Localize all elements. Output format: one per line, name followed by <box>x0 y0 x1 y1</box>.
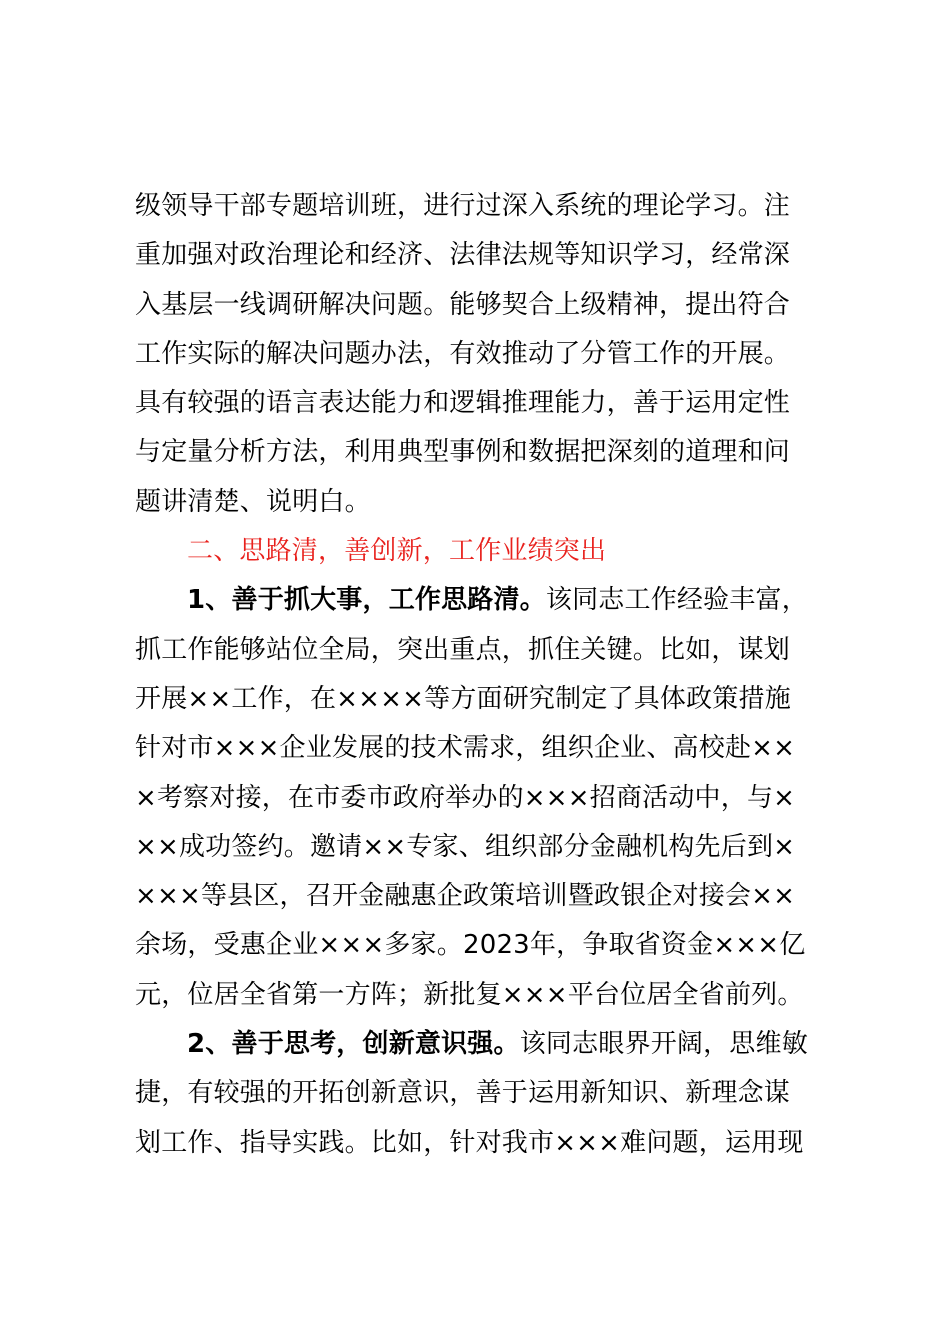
body-text <box>135 182 845 1168</box>
text-line <box>135 576 845 625</box>
text-line: 划工作、指导实践。比如，针对我市×××难问题，运用现 <box>135 1127 804 1158</box>
text-line: 针对市×××企业发展的技术需求，组织企业、高校赴×× <box>135 733 796 764</box>
text-line: ×××等县区，召开金融惠企政策培训暨政银企对接会×× <box>135 881 796 912</box>
text-line-rest: 该同志眼界开阔，思维敏 <box>519 1029 808 1060</box>
text-line: 元，位居全省第一方阵；新批复×××平台位居全省前列。 <box>135 979 804 1010</box>
text-line: 抓工作能够站位全局，突出重点，抓住关键。比如，谋划 <box>135 634 791 665</box>
text-line: 入基层一线调研解决问题。能够契合上级精神，提出符合 <box>135 289 791 320</box>
text-line-rest: 该同志工作经验丰富， <box>545 585 808 616</box>
subheading-2: 2、善于思考，创新意识强。 <box>187 1029 520 1060</box>
text-line: 余场，受惠企业×××多家。2023年，争取省资金×××亿 <box>135 930 806 961</box>
text-line: 捷，有较强的开拓创新意识，善于运用新知识、新理念谋 <box>135 1078 791 1109</box>
text-line: ××成功签约。邀请××专家、组织部分金融机构先后到× <box>135 831 796 862</box>
section-heading: 二、思路清，善创新，工作业绩突出 <box>187 536 607 567</box>
subheading-1: 1、善于抓大事，工作思路清。 <box>187 585 546 616</box>
text-line: 题讲清楚、说明白。 <box>135 486 371 517</box>
text-line: 具有较强的语言表达能力和逻辑推理能力，善于运用定性 <box>135 388 791 419</box>
text-line: ×考察对接，在市委市政府举办的×××招商活动中，与× <box>135 782 796 813</box>
text-line: 开展××工作，在××××等方面研究制定了具体政策措施 <box>135 683 791 714</box>
text-line: 工作实际的解决问题办法，有效推动了分管工作的开展。 <box>135 338 791 369</box>
text-line <box>135 1020 845 1069</box>
text-line: 重加强对政治理论和经济、法律法规等知识学习，经常深 <box>135 240 791 271</box>
text-line: 级领导干部专题培训班，进行过深入系统的理论学习。注 <box>135 191 791 221</box>
text-line: 与定量分析方法，利用典型事例和数据把深刻的道理和问 <box>135 437 791 468</box>
